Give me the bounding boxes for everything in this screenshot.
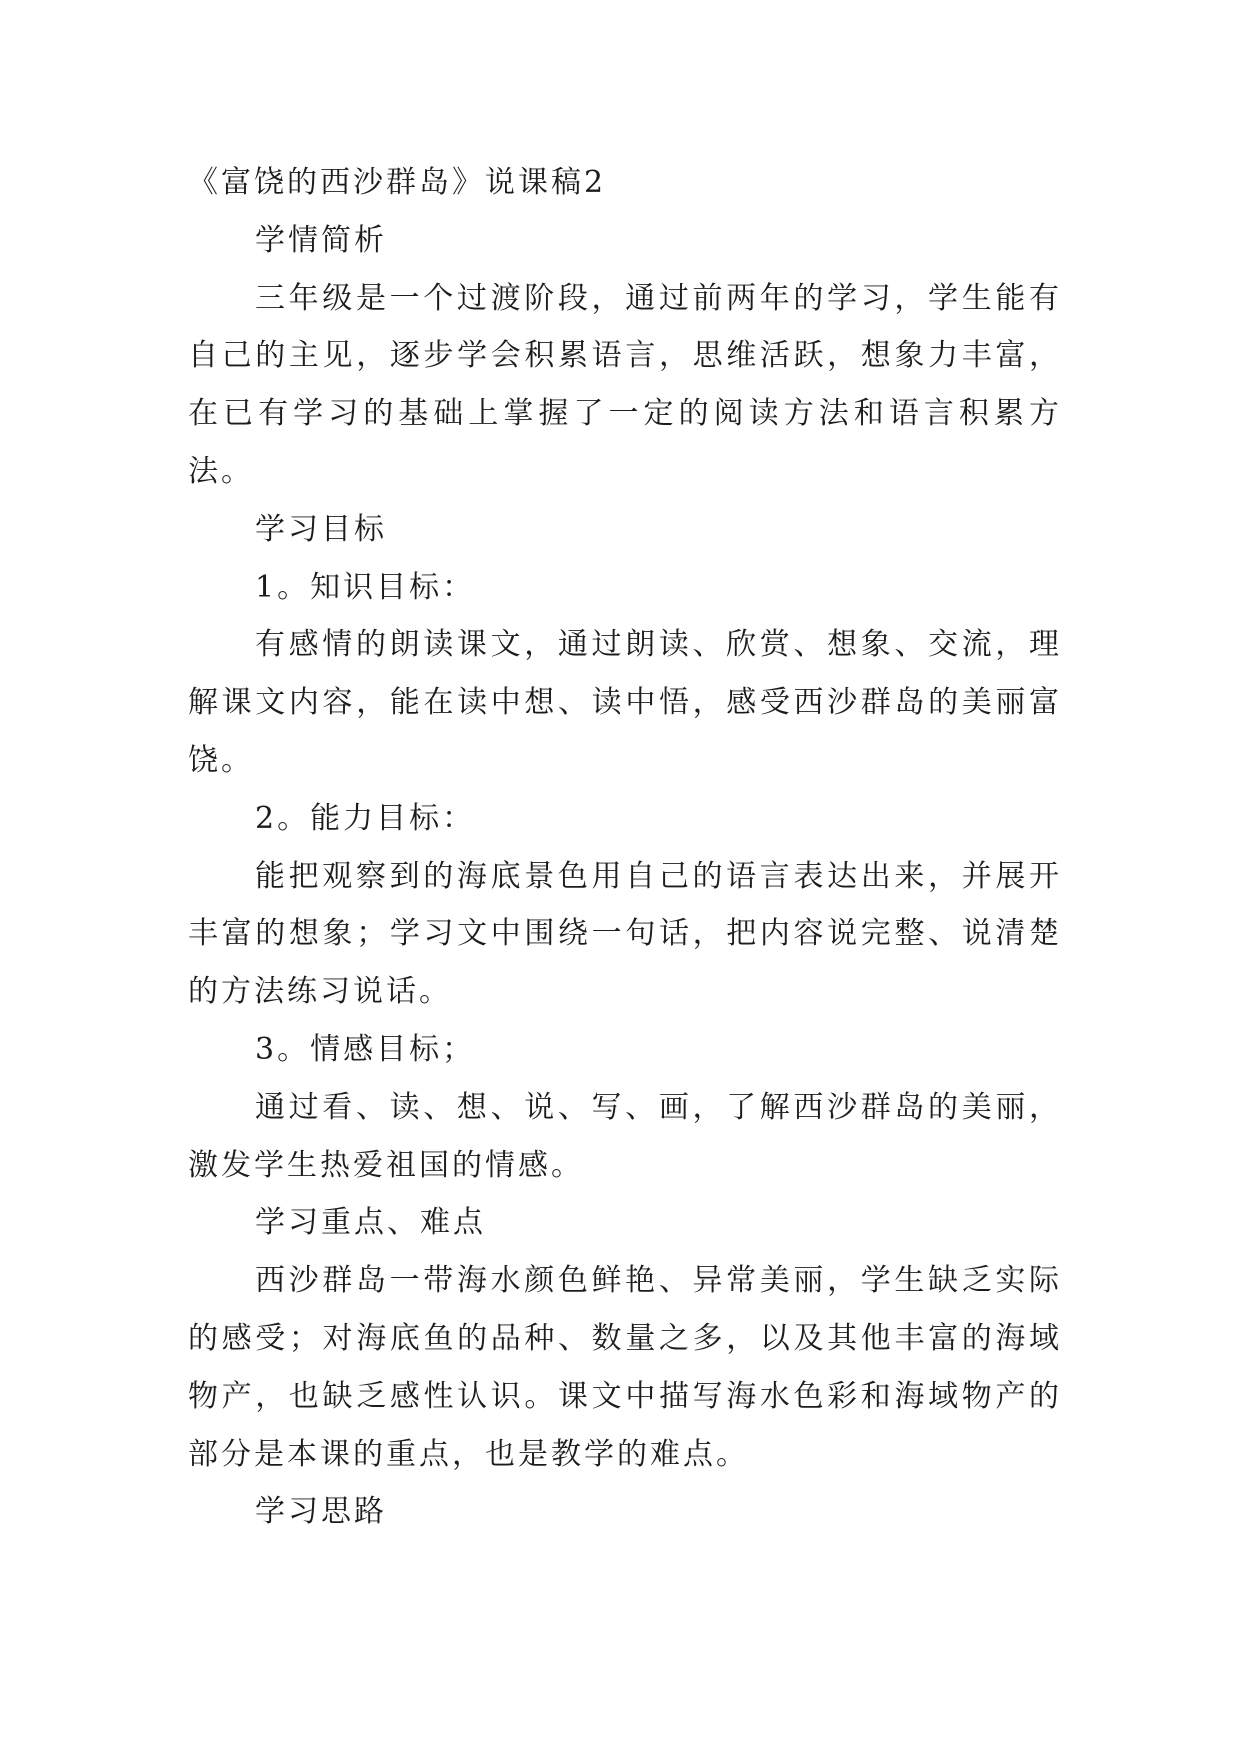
paragraph-line: 解课文内容，能在读中想、读中悟，感受西沙群岛的美丽富 [188,685,1062,721]
goal-subheading [188,559,1062,617]
paragraph-line: 3。情感目标； [255,1031,476,1067]
paragraph-line: 丰富的想象；学习文中围绕一句话，把内容说完整、说清楚 [188,916,1062,952]
paragraph-line: 饶。 [188,742,254,778]
paragraph-line: 2。能力目标： [255,800,476,836]
paragraph-line: 的感受；对海底鱼的品种、数量之多，以及其他丰富的海域 [188,1320,1062,1356]
section-heading: 学习思路 [255,1494,387,1530]
paragraph-line: 三年级是一个过渡阶段，通过前两年的学习，学生能有 [255,280,1062,316]
paragraph-line: 西沙群岛一带海水颜色鲜艳、异常美丽，学生缺乏实际 [255,1263,1062,1299]
paragraph-line: 的方法练习说话。 [188,974,452,1010]
section-heading: 学习目标 [255,511,387,547]
paragraph-line: 通过看、读、想、说、写、画，了解西沙群岛的美丽， [255,1089,1062,1125]
paragraph [188,1252,1062,1483]
paragraph-line: 在已有学习的基础上掌握了一定的阅读方法和语言积累方 [188,396,1062,432]
paragraph-line: 法。 [188,453,254,489]
paragraph-line: 物产，也缺乏感性认识。课文中描写海水色彩和海域物产的 [188,1378,1062,1414]
paragraph [188,1079,1062,1195]
section-heading: 学情简析 [255,222,387,258]
paragraph-line: 自己的主见，逐步学会积累语言，思维活跃，想象力丰富， [188,338,1062,374]
paragraph [188,616,1062,789]
paragraph [188,270,1062,501]
goal-subheading [188,790,1062,848]
paragraph-line: 激发学生热爱祖国的情感。 [188,1147,584,1183]
paragraph-line: 能把观察到的海底景色用自己的语言表达出来，并展开 [255,858,1062,894]
section-learning-situation [188,212,1062,501]
paragraph [188,848,1062,1021]
paragraph-line: 1。知识目标： [255,569,476,605]
document-title: 《富饶的西沙群岛》说课稿2 [188,165,607,200]
section-learning-approach [188,1483,1062,1541]
section-learning-goals [188,501,1062,1195]
section-heading: 学习重点、难点 [255,1205,486,1241]
goal-subheading [188,1021,1062,1079]
paragraph-line: 有感情的朗读课文，通过朗读、欣赏、想象、交流，理 [255,627,1062,663]
section-key-points [188,1194,1062,1483]
paragraph-line: 部分是本课的重点，也是教学的难点。 [188,1436,749,1472]
document-body [188,154,1062,1541]
